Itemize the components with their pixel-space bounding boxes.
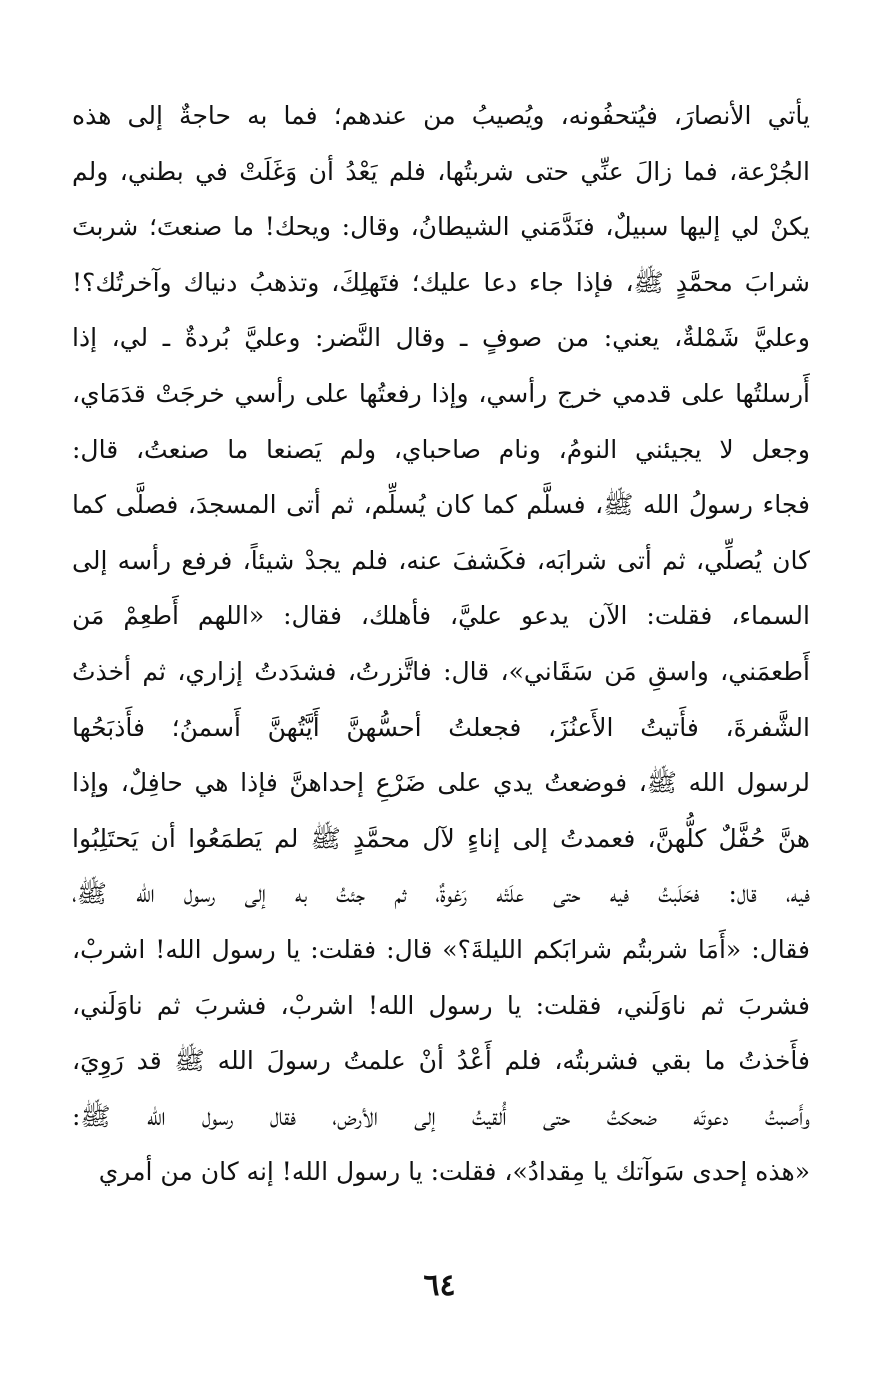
text-line: فأَخذتُ ما بقي فشربتُه، فلم أَعْدُ أنْ علمتُ رسولَ الله ﷺ قد رَوِيَ، (72, 1046, 810, 1076)
body-text (72, 88, 810, 1200)
text-line: أَرسلتُها على قدمي خرج رأسي، وإذا رفعتُها على رأسي خرجَتْ قدَمَاي، (72, 378, 810, 408)
text-line: الجُرْعة، فما زالَ عنِّي حتى شربتُها، فلم يَعْدُ أن وَغَلَتْ في بطني، ولم (72, 156, 810, 186)
text-line: الشَّفرةَ، فأَتيتُ الأَعنُزَ، فجعلتُ أحسُّهنَّ أَيَّتُهنَّ أَسمنُ؛ فأَذبَحُها (72, 712, 810, 742)
text-line: السماء، فقلت: الآن يدعو عليَّ، فأهلك، فقال: «اللهم أَطعِمْ مَن (72, 601, 810, 631)
text-line: فقال: «أَمَا شربتُم شرابَكم الليلةَ؟» قال: فقلت: يا رسول الله! اشربْ، (72, 934, 810, 964)
text-line: وعليَّ شَمْلةٌ، يعني: من صوفٍ ـ وقال النَّضر: وعليَّ بُردةٌ ـ لي، إذا (72, 323, 810, 353)
text-line: فيه، قال: فحَلَبتُ فيه حتى علَتْه رَغوةٌ، ثم جئتُ به إلى رسول الله ﷺ، (72, 879, 810, 909)
text-line: فجاء رسولُ الله ﷺ، فسلَّم كما كان يُسلِّم، ثم أتى المسجدَ، فصلَّى كما (72, 490, 810, 520)
text-line: وجعل لا يجيئني النومُ، ونام صاحباي، ولم يَصنعا ما صنعتُ، قال: (72, 434, 810, 464)
text-line: لرسول الله ﷺ، فوضعتُ يدي على ضَرْعِ إحداهنَّ فإذا هي حافِلٌ، وإذا (72, 768, 810, 798)
text-line: فشربَ ثم ناوَلَني، فقلت: يا رسول الله! اشربْ، فشربَ ثم ناوَلَني، (72, 990, 810, 1020)
text-line: شرابَ محمَّدٍ ﷺ، فإذا جاء دعا عليك؛ فتَهلِكَ، وتذهبُ دنياك وآخرتُك؟! (72, 267, 810, 297)
page-number: ٦٤ (423, 1268, 456, 1303)
text-line: كان يُصلِّي، ثم أتى شرابَه، فكَشفَ عنه، فلم يجدْ شيئاً، فرفع رأسه إلى (72, 545, 810, 575)
text-line: هنَّ حُفَّلٌ كلُّهنَّ، فعمدتُ إلى إناءٍ لآل محمَّدٍ ﷺ لم يَطمَعُوا أن يَحتَلِبُوا (72, 823, 810, 853)
text-line: أَطعمَني، واسقِ مَن سَقَاني»، قال: فاتَّزرتُ، فشدَدتُ إزاري، ثم أخذتُ (72, 656, 810, 686)
text-line: يكنْ لي إليها سبيلٌ، فنَدَّمَني الشيطانُ، وقال: ويحك! ما صنعتَ؛ شربتَ (72, 212, 810, 242)
text-line: يأتي الأنصارَ، فيُتحفُونه، ويُصيبُ من عندهم؛ فما به حاجةٌ إلى هذه (72, 101, 810, 130)
text-line: وأَصبتُ دعوتَه ضحكتُ حتى أُلقيتُ إلى الأرض، فقال رسول الله ﷺ: (72, 1101, 810, 1131)
text-line: «هذه إحدى سَوآتك يا مِقدادُ»، فقلت: يا رسول الله! إنه كان من أمري (98, 1157, 810, 1187)
